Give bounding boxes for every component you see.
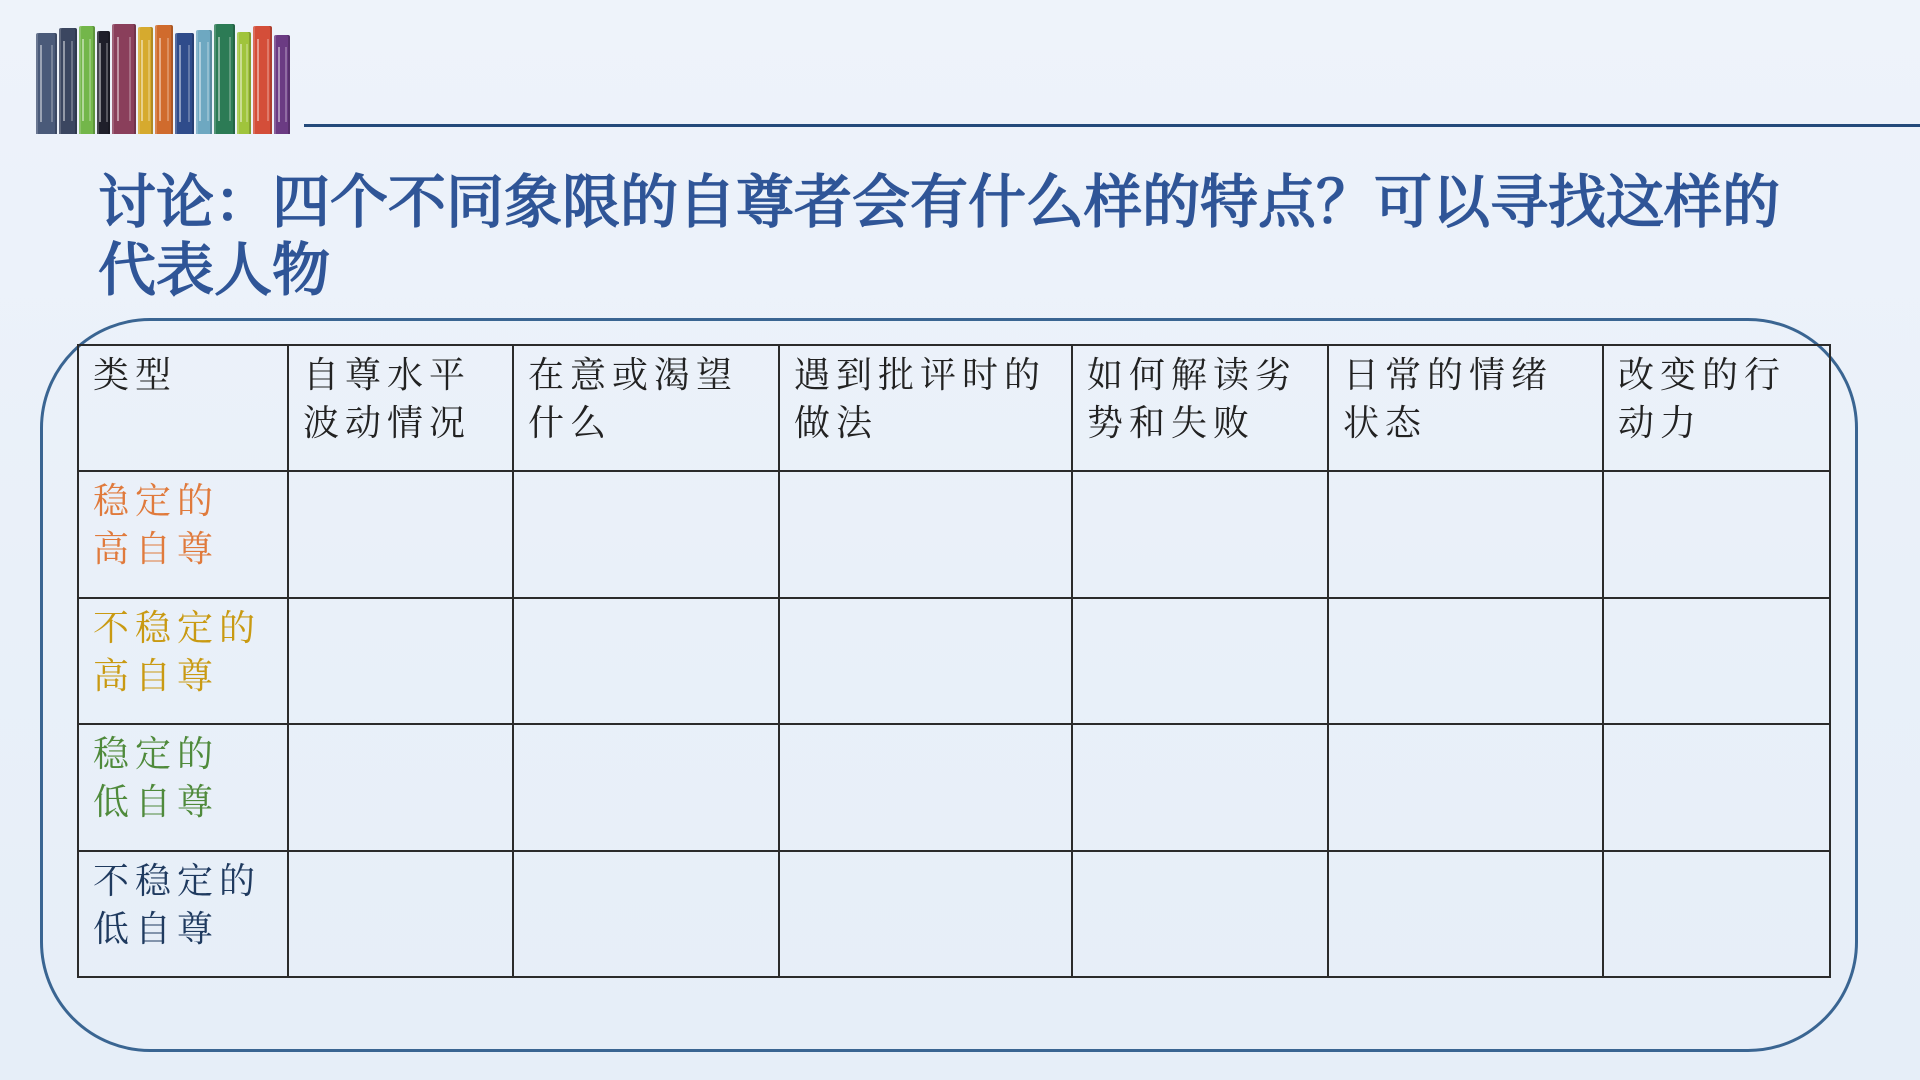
- header-cell-action: 改变的行动力: [1603, 345, 1830, 471]
- table-cell[interactable]: [288, 471, 513, 598]
- header-cell-type: 类型: [78, 345, 288, 471]
- table-cell[interactable]: [779, 851, 1072, 978]
- row-label-cell: [78, 851, 288, 978]
- book-spine: [274, 35, 290, 134]
- book-spine: [155, 25, 173, 134]
- book-spine: [36, 33, 57, 134]
- book-spine: [175, 33, 194, 134]
- table-cell[interactable]: [288, 851, 513, 978]
- book-spine: [59, 28, 77, 134]
- header-cell-emotion: 日常的情绪状态: [1328, 345, 1603, 471]
- row-label: [93, 731, 273, 827]
- table-cell[interactable]: [288, 724, 513, 851]
- row-label-line: 稳定的: [93, 481, 220, 522]
- row-label-cell: [78, 471, 288, 598]
- book-spine: [79, 26, 95, 134]
- row-label: [93, 478, 273, 574]
- row-label-line: 低自尊: [93, 782, 220, 823]
- table-cell[interactable]: [779, 598, 1072, 725]
- books-logo: [36, 24, 290, 134]
- table-cell[interactable]: [1603, 724, 1830, 851]
- table-cell[interactable]: [513, 851, 779, 978]
- row-label-line: 不稳定的: [93, 607, 262, 649]
- table-cell[interactable]: [1328, 851, 1603, 978]
- table-cell[interactable]: [513, 598, 779, 725]
- table-row: [78, 598, 1830, 725]
- table-cell[interactable]: [1603, 471, 1830, 598]
- book-spine: [237, 32, 251, 134]
- table-cell[interactable]: [1328, 598, 1603, 725]
- table-cell[interactable]: [1072, 598, 1328, 725]
- table-row: [78, 724, 1830, 851]
- table-row: [78, 471, 1830, 598]
- table-cell[interactable]: [288, 598, 513, 725]
- table-cell[interactable]: [1072, 851, 1328, 978]
- table-cell[interactable]: [779, 724, 1072, 851]
- table-cell[interactable]: [1328, 471, 1603, 598]
- table-header-row: [78, 345, 1830, 471]
- header-cell-failure: 如何解读劣势和失败: [1072, 345, 1328, 471]
- discussion-table: [77, 344, 1831, 978]
- row-label-line: 稳定的: [93, 734, 220, 775]
- row-label-cell: [78, 598, 288, 725]
- header-cell-fluctuation: 自尊水平波动情况: [288, 345, 513, 471]
- slide-title: 讨论：四个不同象限的自尊者会有什么样的特点？可以寻找这样的代表人物: [98, 168, 1781, 304]
- book-spine: [196, 30, 212, 135]
- table-cell[interactable]: [1328, 724, 1603, 851]
- book-spine: [214, 24, 235, 134]
- table-cell[interactable]: [1072, 471, 1328, 598]
- table-row: [78, 851, 1830, 978]
- row-label: [93, 605, 273, 701]
- row-label-line: 高自尊: [93, 529, 220, 570]
- table-cell[interactable]: [513, 471, 779, 598]
- book-spine: [138, 27, 154, 134]
- book-spine: [97, 31, 111, 134]
- book-spine: [112, 24, 135, 134]
- row-label-line: 低自尊: [93, 908, 220, 950]
- header-cell-desire: 在意或渴望什么: [513, 345, 779, 471]
- header-cell-criticism: 遇到批评时的做法: [779, 345, 1072, 471]
- table-cell[interactable]: [1603, 851, 1830, 978]
- row-label-line: 不稳定的: [93, 860, 262, 902]
- row-label-cell: [78, 724, 288, 851]
- table-cell[interactable]: [779, 471, 1072, 598]
- table-cell[interactable]: [513, 724, 779, 851]
- row-label: [93, 858, 273, 954]
- table-cell[interactable]: [1603, 598, 1830, 725]
- table-cell[interactable]: [1072, 724, 1328, 851]
- row-label-line: 高自尊: [93, 655, 220, 697]
- header-divider: [304, 124, 1920, 127]
- book-spine: [253, 26, 272, 134]
